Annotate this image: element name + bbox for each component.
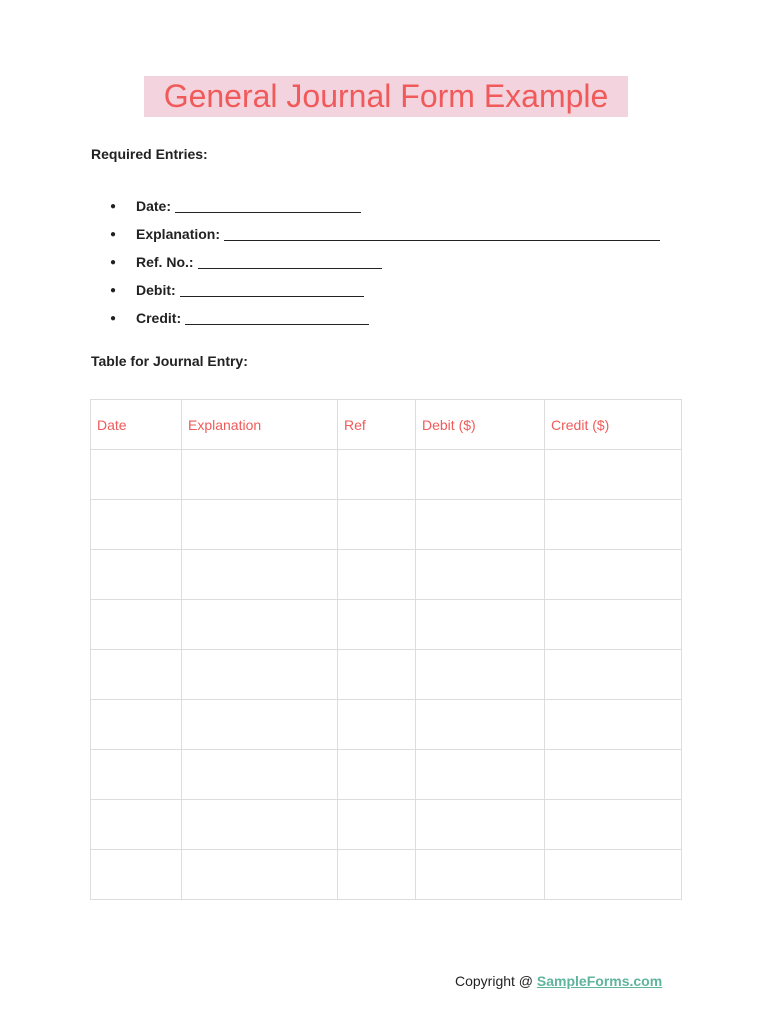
table-cell[interactable] xyxy=(416,800,545,850)
table-cell[interactable] xyxy=(545,800,682,850)
entry-label: Date: xyxy=(136,198,172,214)
column-header-credit: Credit ($) xyxy=(545,400,682,450)
table-cell[interactable] xyxy=(182,550,338,600)
required-entries-list xyxy=(110,192,660,332)
table-cell[interactable] xyxy=(91,500,182,550)
table-cell[interactable] xyxy=(91,600,182,650)
table-cell[interactable] xyxy=(91,550,182,600)
footer-copyright xyxy=(455,973,662,989)
table-row xyxy=(91,500,682,550)
table-cell[interactable] xyxy=(338,450,416,500)
bullet-icon: ● xyxy=(110,284,117,296)
entry-explanation xyxy=(110,220,660,248)
table-cell[interactable] xyxy=(545,750,682,800)
table-cell[interactable] xyxy=(338,850,416,900)
table-cell[interactable] xyxy=(338,550,416,600)
entry-label: Ref. No.: xyxy=(136,254,194,270)
table-cell[interactable] xyxy=(182,450,338,500)
table-cell[interactable] xyxy=(545,650,682,700)
entry-debit xyxy=(110,276,660,304)
table-cell[interactable] xyxy=(416,850,545,900)
bullet-icon: ● xyxy=(110,256,117,268)
column-header-ref: Ref xyxy=(338,400,416,450)
table-cell[interactable] xyxy=(182,600,338,650)
blank-line[interactable] xyxy=(224,228,660,241)
entry-ref-no xyxy=(110,248,660,276)
table-cell[interactable] xyxy=(91,800,182,850)
table-cell[interactable] xyxy=(545,600,682,650)
required-entries-heading: Required Entries: xyxy=(91,146,208,162)
table-cell[interactable] xyxy=(545,700,682,750)
table-cell[interactable] xyxy=(182,500,338,550)
table-cell[interactable] xyxy=(91,650,182,700)
table-row xyxy=(91,850,682,900)
table-cell[interactable] xyxy=(91,850,182,900)
table-row xyxy=(91,600,682,650)
table-row xyxy=(91,550,682,600)
table-cell[interactable] xyxy=(91,450,182,500)
table-cell[interactable] xyxy=(182,650,338,700)
table-cell[interactable] xyxy=(545,500,682,550)
entry-label: Credit: xyxy=(136,310,182,326)
blank-line[interactable] xyxy=(180,284,364,297)
bullet-icon: ● xyxy=(110,228,117,240)
table-cell[interactable] xyxy=(416,450,545,500)
column-header-date: Date xyxy=(91,400,182,450)
table-row xyxy=(91,800,682,850)
table-cell[interactable] xyxy=(182,700,338,750)
table-cell[interactable] xyxy=(545,450,682,500)
table-cell[interactable] xyxy=(338,500,416,550)
brand-link[interactable]: SampleForms.com xyxy=(536,973,663,989)
table-heading: Table for Journal Entry: xyxy=(91,353,248,369)
journal-entry-table xyxy=(90,399,682,900)
column-header-debit: Debit ($) xyxy=(416,400,545,450)
table-cell[interactable] xyxy=(416,650,545,700)
entry-date xyxy=(110,192,660,220)
blank-line[interactable] xyxy=(185,312,369,325)
bullet-icon: ● xyxy=(110,312,117,324)
blank-line[interactable] xyxy=(198,256,382,269)
table-body xyxy=(91,450,682,900)
table-row xyxy=(91,700,682,750)
table-cell[interactable] xyxy=(338,600,416,650)
table-cell[interactable] xyxy=(416,600,545,650)
table-cell[interactable] xyxy=(416,550,545,600)
table-cell[interactable] xyxy=(91,750,182,800)
table-cell[interactable] xyxy=(338,800,416,850)
entry-label: Debit: xyxy=(136,282,176,298)
table-cell[interactable] xyxy=(182,850,338,900)
entry-credit xyxy=(110,304,660,332)
table-cell[interactable] xyxy=(91,700,182,750)
table-row xyxy=(91,650,682,700)
table-header-row xyxy=(91,400,682,450)
table-cell[interactable] xyxy=(182,750,338,800)
table-cell[interactable] xyxy=(545,550,682,600)
table-cell[interactable] xyxy=(545,850,682,900)
table-cell[interactable] xyxy=(416,500,545,550)
table-row xyxy=(91,450,682,500)
blank-line[interactable] xyxy=(175,200,361,213)
table-cell[interactable] xyxy=(338,650,416,700)
table-cell[interactable] xyxy=(416,700,545,750)
table-row xyxy=(91,750,682,800)
column-header-explanation: Explanation xyxy=(182,400,338,450)
table-cell[interactable] xyxy=(338,700,416,750)
table-cell[interactable] xyxy=(338,750,416,800)
entry-label: Explanation: xyxy=(136,226,221,242)
table-cell[interactable] xyxy=(416,750,545,800)
copyright-text: Copyright @ xyxy=(455,973,537,989)
page-title: General Journal Form Example xyxy=(144,76,628,117)
table-cell[interactable] xyxy=(182,800,338,850)
bullet-icon: ● xyxy=(110,200,117,212)
